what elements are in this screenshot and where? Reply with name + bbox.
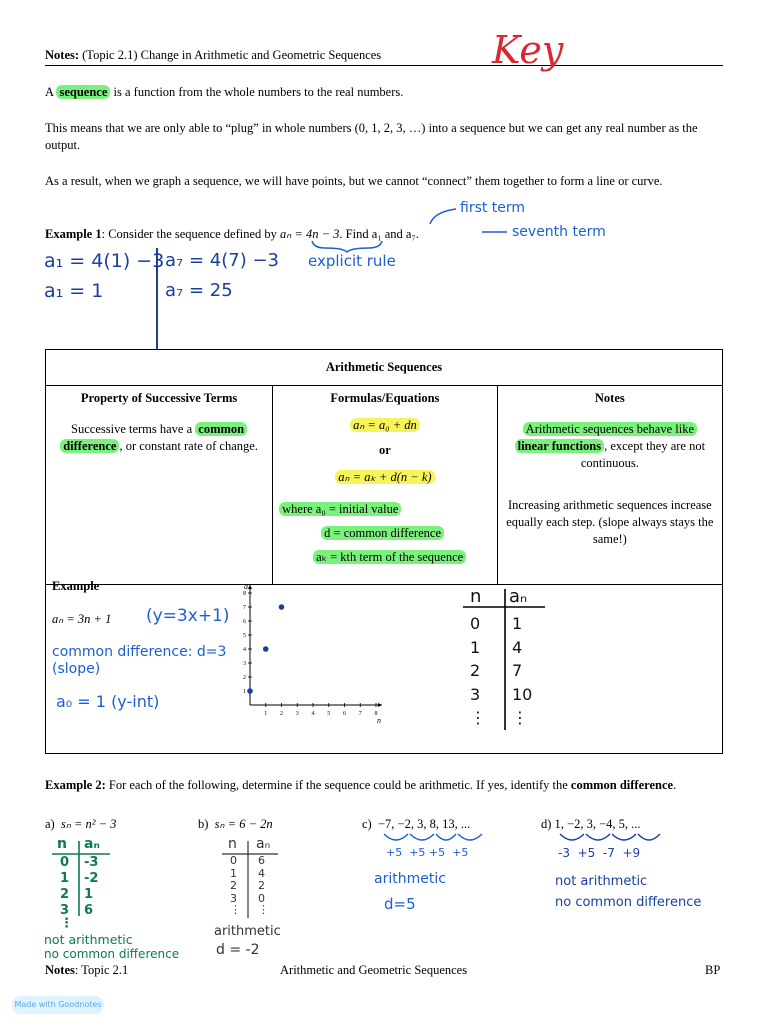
work-a7-line2: a₇ = 25: [165, 280, 233, 301]
col2-heading: Formulas/Equations: [330, 391, 440, 405]
where-common-difference: d = common difference: [321, 526, 444, 540]
col3-heading: Notes: [594, 391, 625, 405]
y-tick-label: 7: [243, 605, 246, 611]
highlight-common: common: [195, 422, 247, 436]
part-a-head-a: aₙ: [84, 836, 100, 852]
footer-center: Arithmetic and Geometric Sequences: [280, 963, 468, 977]
y-tick-label: 5: [243, 633, 246, 639]
footer-right: BP: [705, 963, 721, 977]
work-a1-line1: a₁ = 4(1) −3: [44, 250, 165, 272]
part-c-note-1: arithmetic: [374, 871, 446, 887]
formulas-cell: Formulas/Equations aₙ = a₀ + dn or aₙ = aₖ + d(n − k) where a₀ = initial value d = common difference aₖ = kth term of the sequence: [273, 386, 498, 585]
work-a1-line2: a₁ = 1: [44, 280, 104, 302]
x-tick-label: 8: [374, 711, 378, 717]
part-b: b) sₙ = 6 − 2n: [198, 817, 273, 831]
part-a-col-a: -3 -2 1 6: [84, 855, 99, 918]
intro-paragraph-2: This means that we are only able to “plug” in whole numbers (0, 1, 2, 3, …) into a sequence but we can get any real number as the output.: [45, 121, 698, 152]
graph-axes: [248, 585, 382, 707]
part-b-note-1: arithmetic: [214, 924, 281, 939]
notes-cell: Notes Arithmetic sequences behave like linear functions , except they are not continuous. Increasing arithmetic sequences increase equally each step. (slope always stays the same!): [497, 386, 722, 585]
graph-y-label: aₙ: [244, 582, 252, 591]
part-b-head-a: aₙ: [256, 836, 271, 852]
data-point: [247, 688, 253, 694]
part-c: c) −7, −2, 3, 8, 13, ...: [362, 817, 471, 831]
formula-2: aₙ = aₖ + d(n − k): [335, 470, 434, 484]
x-tick-label: 6: [343, 711, 346, 717]
nt-col-n: 0 1 2 3 ⋮: [470, 614, 486, 727]
annotation-seventh-term: seventh term: [512, 224, 606, 240]
graph-x-label: n: [377, 716, 381, 725]
x-tick-label: 2: [280, 711, 283, 717]
part-a: a) sₙ = n² − 3: [45, 817, 117, 831]
col1-heading: Property of Successive Terms: [80, 391, 238, 405]
y-tick-label: 6: [243, 619, 246, 625]
example-rule: aₙ = 3n + 1: [52, 612, 112, 626]
example-hand-y-equals: (y=3x+1): [146, 606, 230, 626]
increasing-note: Increasing arithmetic sequences increase equally each step. (slope always stays the same!): [506, 498, 714, 546]
example1-text: Example 1: Consider the sequence defined by aₙ = 4n − 3. Find a₁ and a₇.: [45, 227, 419, 241]
x-tick-label: 7: [358, 711, 362, 717]
annotation-first-term: first term: [460, 200, 526, 216]
x-tick-label: 4: [311, 711, 315, 717]
data-point: [263, 646, 269, 652]
part-d-arcs: [556, 828, 666, 848]
header-notes-label: Notes:: [45, 48, 80, 62]
part-d-note-1: not arithmetic: [555, 874, 648, 889]
intro-paragraph-1: A sequence is a function from the whole numbers to the real numbers.: [45, 85, 404, 99]
data-point: [279, 604, 285, 610]
example2-text: Example 2: For each of the following, determine if the sequence could be arithmetic. If yes, identify the common difference.: [45, 778, 677, 792]
part-d: d) 1, −2, 3, −4, 5, ...: [541, 817, 641, 831]
part-b-note-2: d = -2: [216, 942, 260, 958]
highlight-behave-like: Arithmetic sequences behave like: [523, 422, 697, 436]
nt-col-a: 1 4 7 10 ⋮: [512, 614, 533, 727]
nt-head-n: n: [470, 586, 482, 607]
goodnotes-badge: Made with Goodnotes: [12, 996, 104, 1014]
highlight-sequence: sequence: [56, 85, 110, 99]
key-annotation: Key: [492, 28, 564, 72]
part-d-note-2: no common difference: [555, 895, 702, 910]
y-tick-label: 2: [243, 675, 246, 681]
x-tick-label: 1: [264, 711, 268, 717]
example1-rule: aₙ = 4n − 3: [280, 227, 340, 241]
example-hand-common-difference: common difference: d=3: [52, 644, 227, 660]
header-title: (Topic 2.1) Change in Arithmetic and Geometric Sequences: [79, 48, 382, 62]
y-tick-label: 8: [243, 591, 246, 597]
part-d-diffs: -3 +5 -7 +9: [558, 846, 641, 860]
footer-left: Notes: Topic 2.1: [45, 963, 129, 977]
highlight-difference: difference: [60, 439, 119, 453]
part-a-note-2: no common difference: [44, 947, 180, 961]
nt-head-a: aₙ: [509, 586, 528, 607]
highlight-linear-functions: linear functions: [515, 439, 604, 453]
property-cell: Property of Successive Terms Successive terms have a common difference , or constant rate of change.: [46, 386, 273, 585]
graph-points: [247, 604, 284, 694]
sequence-graph: [236, 578, 396, 730]
y-tick-label: 1: [243, 689, 246, 695]
graph-ticks: [243, 591, 378, 717]
example-label: Example: [52, 579, 100, 593]
part-a-note-1: not arithmetic: [44, 932, 133, 947]
y-tick-label: 4: [243, 647, 246, 653]
x-tick-label: 3: [295, 711, 299, 717]
annotation-explicit-rule: explicit rule: [308, 252, 396, 270]
y-tick-label: 3: [243, 661, 246, 667]
where-kth-term: aₖ = kth term of the sequence: [313, 550, 466, 564]
part-c-note-2: d=5: [384, 895, 416, 913]
part-b-head-n: n: [228, 836, 237, 852]
table-title: Arithmetic Sequences: [325, 360, 443, 374]
example-hand-slope: (slope): [52, 661, 101, 677]
example-hand-y-int: a₀ = 1 (y-int): [56, 692, 160, 711]
where-initial-value: where a₀ = initial value: [279, 502, 401, 516]
intro-paragraph-3: As a result, when we graph a sequence, we will have points, but we cannot “connect” them together to form a line or curve.: [45, 174, 663, 188]
part-a-head-n: n: [57, 836, 67, 852]
part-a-col-n: 0 1 2 3 ⋮: [60, 855, 73, 931]
x-axis-arrow: [378, 703, 382, 707]
work-a7-line1: a₇ = 4(7) −3: [165, 250, 279, 271]
part-b-col-a: 6 4 2 0 ⋮: [258, 854, 269, 916]
part-b-col-n: 0 1 2 3 ⋮: [230, 854, 241, 916]
part-c-diffs: +5 +5 +5 +5: [386, 846, 469, 859]
part-c-arcs: [380, 828, 490, 848]
formula-1: aₙ = a₀ + dn: [350, 418, 420, 432]
x-tick-label: 5: [327, 711, 331, 717]
example1-annotations: [0, 0, 768, 360]
